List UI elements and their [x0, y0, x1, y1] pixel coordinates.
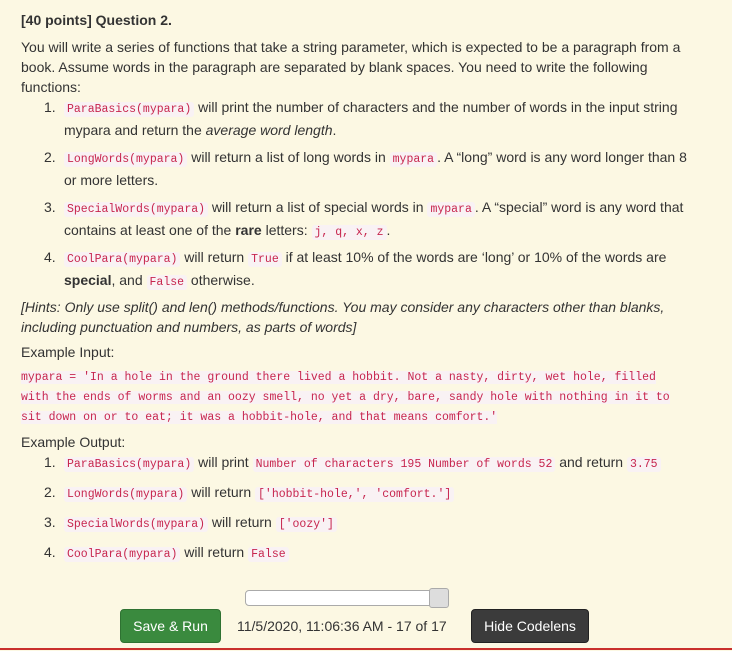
function-name: SpecialWords(mypara): [64, 517, 208, 532]
inline-code: True: [248, 252, 282, 267]
divider: [0, 648, 732, 650]
question-intro: You will write a series of functions that take a string parameter, which is expected to be a paragraph from a book. Assume words in the paragraph are separated by blank spaces. You need to write the following functions:: [21, 39, 681, 95]
function-name: CoolPara(mypara): [64, 252, 180, 267]
output-item: [44, 452, 694, 475]
function-name: ParaBasics(mypara): [64, 457, 194, 472]
item-text: will return: [180, 249, 249, 265]
function-name: CoolPara(mypara): [64, 547, 180, 562]
inline-code: j, q, x, z: [312, 225, 387, 240]
item-text: will return: [187, 484, 256, 500]
history-status: 11/5/2020, 11:06:36 AM - 17 of 17: [237, 618, 447, 634]
inline-code: mypara: [390, 152, 437, 167]
list-item: [44, 147, 694, 190]
function-name: LongWords(mypara): [64, 487, 187, 502]
code-line: sit down on or to eat; it was a hobbit-hole, and that means comfort.': [21, 411, 498, 424]
inline-code: False: [248, 547, 289, 562]
inline-code: 3.75: [627, 457, 661, 472]
item-text: . A “long” word is any word longer than 8 or more letters.: [64, 149, 687, 188]
function-name: ParaBasics(mypara): [64, 102, 194, 117]
item-text: will return a list of long words in: [187, 149, 390, 165]
item-text: will print: [194, 454, 253, 470]
item-bold: rare: [235, 222, 262, 238]
item-text: will return: [208, 514, 276, 530]
item-text: will return: [180, 544, 249, 560]
item-bold: special: [64, 272, 112, 288]
codelens-controls: [0, 572, 732, 651]
inline-code: ['hobbit-hole,', 'comfort.']: [255, 487, 454, 502]
list-number: 1.: [44, 99, 56, 115]
inline-code: mypara: [427, 202, 474, 217]
inline-code: False: [147, 275, 188, 290]
item-text: letters:: [261, 222, 312, 238]
hide-codelens-button[interactable]: Hide Codelens: [471, 609, 589, 643]
output-item: [44, 542, 694, 565]
history-slider[interactable]: [245, 590, 449, 606]
output-item: [44, 482, 694, 505]
list-number: 3.: [44, 199, 56, 215]
example-input-code: [21, 368, 706, 428]
item-text: will print the number of characters and the number of words in the input string mypara and return the: [64, 99, 678, 138]
item-text: will return a list of special words in: [208, 199, 428, 215]
item-text: .: [332, 122, 337, 138]
output-item: [44, 512, 694, 535]
list-item: [44, 197, 694, 243]
item-text: .: [386, 222, 391, 238]
inline-code: ['oozy']: [276, 517, 337, 532]
item-text: otherwise.: [187, 272, 255, 288]
function-name: LongWords(mypara): [64, 152, 187, 167]
list-number: 1.: [44, 454, 56, 470]
example-input-label: Example Input:: [21, 344, 115, 360]
code-line: mypara = 'In a hole in the ground there lived a hobbit. Not a nasty, dirty, wet hole, filled: [21, 371, 656, 384]
question-title: [40 points] Question 2.: [21, 12, 172, 28]
hints-text: [Hints: Only use split() and len() methods/functions. You may consider any characters other than blanks, including punctuation and numbers, as parts of words]: [21, 299, 665, 335]
function-name: SpecialWords(mypara): [64, 202, 208, 217]
save-run-button[interactable]: Save & Run: [120, 609, 221, 643]
item-text: and return: [555, 454, 627, 470]
example-output-label: Example Output:: [21, 434, 126, 450]
item-emphasis: average word length: [205, 122, 333, 138]
item-text: . A “special” word is any word that contains at least one of the: [64, 199, 684, 238]
list-number: 4.: [44, 249, 56, 265]
item-text: if at least 10% of the words are ‘long’ or 10% of the words are: [281, 249, 667, 265]
list-number: 4.: [44, 544, 56, 560]
history-slider-handle[interactable]: [429, 588, 449, 608]
inline-code: Number of characters 195 Number of words 52: [253, 457, 556, 472]
list-number: 2.: [44, 149, 56, 165]
list-number: 2.: [44, 484, 56, 500]
item-text: , and: [111, 272, 147, 288]
code-line: with the ends of worms and an oozy smell, no yet a dry, bare, sandy hole with nothing in it to: [21, 391, 670, 404]
list-item: [44, 97, 694, 140]
list-item: [44, 247, 694, 293]
list-number: 3.: [44, 514, 56, 530]
